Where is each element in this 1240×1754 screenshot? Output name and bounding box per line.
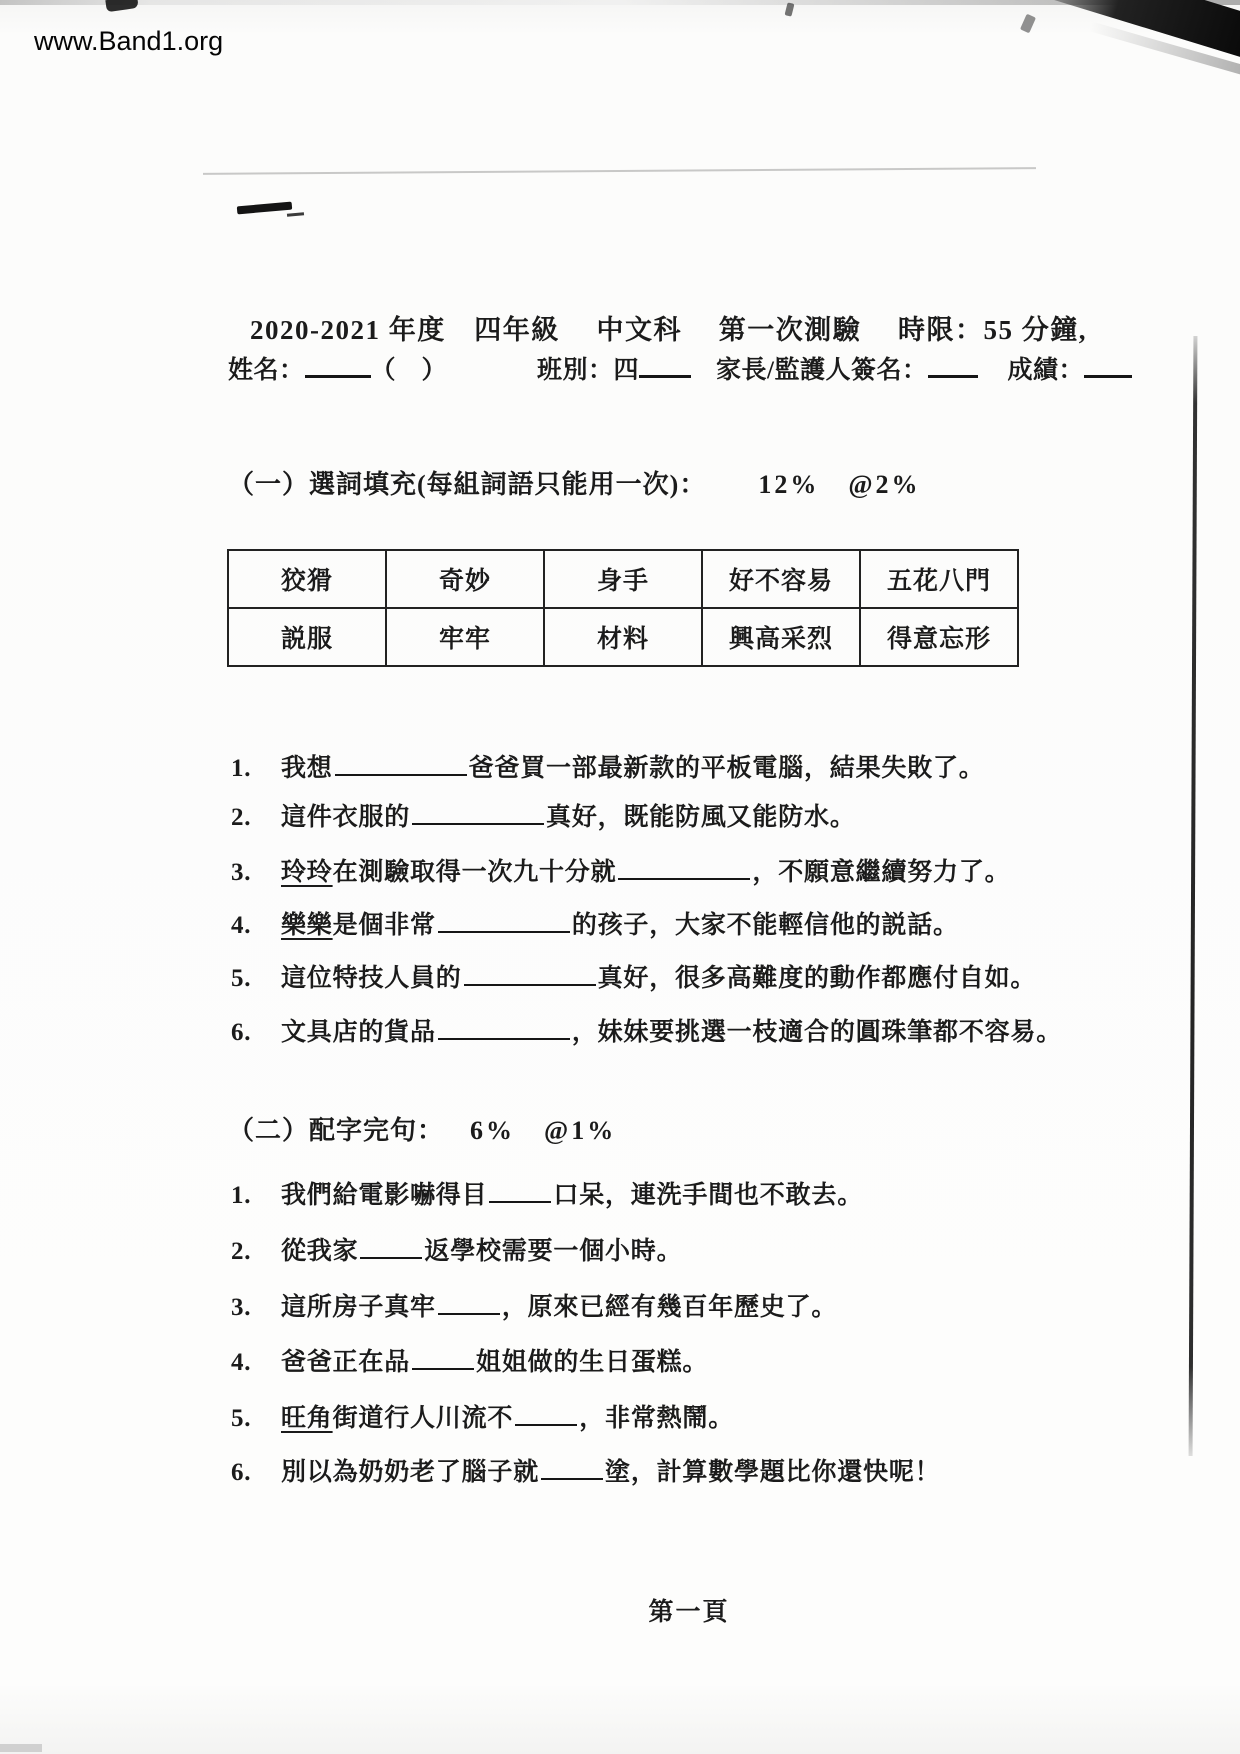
question-number: 3. [231, 1294, 252, 1321]
score-blank [1084, 354, 1132, 378]
question-number: 1. [231, 1182, 252, 1209]
answer-blank [412, 1348, 474, 1371]
s2-question-6 [231, 1452, 940, 1488]
question-number: 6. [231, 1459, 252, 1486]
s2-question-5 [231, 1398, 734, 1434]
word-bank-cell: 興高采烈 [702, 608, 860, 666]
watermark: www.Band1.org [34, 26, 224, 56]
question-text-pre: 是個非常 [332, 912, 436, 939]
word-bank-cell: 説服 [228, 608, 386, 666]
paper-title: 2020-2021 年度 四年級 中文科 第一次測驗 時限：55 分鐘, [250, 315, 1087, 345]
word-bank-table [227, 549, 1019, 667]
question-text-pre: 從我家 [281, 1238, 359, 1265]
word-bank-row [228, 550, 1018, 608]
question-number: 4. [231, 912, 252, 939]
answer-blank [541, 1458, 603, 1481]
scan-artifact-top-edge [0, 0, 1240, 5]
scan-artifact-fold-line [203, 167, 1036, 175]
answer-blank [438, 1018, 570, 1041]
class-label: 班別：四 [537, 357, 640, 384]
question-number: 2. [231, 804, 252, 831]
underlined-name: 樂樂 [281, 912, 333, 939]
question-text-pre: 我們給電影嚇得目 [281, 1182, 488, 1209]
page-number-footer: 第一頁 [648, 1599, 730, 1626]
guardian-signature-label: 家長/監護人簽名： [716, 357, 928, 384]
section1-heading [228, 464, 921, 501]
question-number: 5. [231, 1405, 252, 1432]
question-number: 5. [231, 965, 252, 992]
answer-blank [335, 754, 467, 777]
s1-question-3 [231, 852, 1010, 888]
word-bank-cell: 材料 [544, 608, 702, 666]
question-text-post: 姐姐做的生日蛋糕。 [476, 1349, 709, 1376]
scan-artifact-right-edge-line [1189, 336, 1198, 1456]
scan-artifact-mark [785, 2, 795, 16]
answer-blank [618, 858, 750, 881]
answer-blank [489, 1181, 551, 1204]
scan-artifact-dash [287, 212, 304, 216]
question-text-pre: 爸爸正在品 [281, 1349, 411, 1376]
question-text-post: ，非常熱鬧。 [579, 1405, 735, 1432]
question-text-post: ，原來已經有幾百年歷史了。 [501, 1294, 838, 1321]
question-number: 2. [231, 1238, 252, 1265]
question-text-pre: 這所房子真牢 [281, 1294, 436, 1321]
question-text-pre: 在測驗取得一次九十分就 [332, 859, 617, 886]
section1-heading-text: （一）選詞填充(每組詞語只能用一次)： [228, 470, 707, 499]
question-number: 3. [231, 859, 252, 886]
question-text-pre: 街道行人川流不 [332, 1405, 514, 1432]
question-number: 1. [231, 755, 252, 782]
answer-blank [438, 1293, 500, 1316]
class-number-paren: （ ） [370, 357, 448, 384]
s1-question-2 [231, 797, 856, 833]
underlined-name: 旺角 [281, 1405, 333, 1432]
s2-question-1 [231, 1175, 863, 1211]
s2-question-2 [231, 1231, 682, 1267]
scan-artifact-dash [237, 202, 292, 215]
scan-artifact-mark [0, 1744, 42, 1752]
name-blank [305, 354, 371, 378]
s1-question-5 [231, 958, 1036, 994]
answer-blank [412, 803, 544, 826]
answer-blank [360, 1237, 422, 1260]
question-text-post: 真好，很多高難度的動作都應付自如。 [597, 965, 1037, 992]
name-label: 姓名： [228, 357, 305, 384]
question-text-post: 塗，計算數學題比你還快呢！ [605, 1459, 941, 1486]
question-number: 6. [231, 1019, 252, 1046]
guardian-signature-blank [928, 354, 978, 378]
question-text-post: 爸爸買一部最新款的平板電腦，結果失敗了。 [468, 755, 985, 782]
question-text-post: ，妹妹要挑選一枝適合的圓珠筆都不容易。 [571, 1019, 1063, 1046]
answer-blank [515, 1404, 577, 1427]
student-info-line [228, 350, 1132, 386]
question-text-post: 的孩子，大家不能輕信他的説話。 [571, 912, 959, 939]
s2-question-4 [231, 1342, 708, 1378]
section2-heading-text: （二）配字完句： [228, 1116, 445, 1145]
word-bank-cell: 得意忘形 [860, 608, 1018, 666]
section2-heading [228, 1110, 616, 1147]
word-bank-cell: 身手 [544, 550, 702, 608]
word-bank-cell: 牢牢 [386, 608, 544, 666]
word-bank-cell: 狡猾 [228, 550, 386, 608]
question-text-pre: 別以為奶奶老了腦子就 [281, 1459, 540, 1486]
question-text-pre: 這位特技人員的 [281, 965, 462, 992]
word-bank-cell: 五花八門 [860, 550, 1018, 608]
scan-artifact-blob [105, 0, 138, 12]
answer-blank [438, 911, 570, 934]
answer-blank [464, 964, 596, 987]
underlined-name: 玲玲 [281, 859, 333, 886]
question-text-post: ，不願意繼續努力了。 [752, 859, 1011, 886]
question-text-post: 真好，既能防風又能防水。 [546, 804, 856, 831]
class-blank [639, 354, 691, 378]
word-bank-cell: 好不容易 [702, 550, 860, 608]
s1-question-6 [231, 1012, 1062, 1048]
section2-marks: 6% @1% [470, 1116, 617, 1145]
question-text-post: 口呆，連洗手間也不敢去。 [553, 1182, 864, 1209]
s1-question-4 [231, 905, 959, 941]
score-label: 成績： [1007, 357, 1085, 384]
word-bank-row [228, 608, 1018, 666]
s1-question-1 [231, 748, 985, 784]
question-text-pre: 這件衣服的 [281, 804, 411, 831]
section1-marks: 12% @2% [758, 470, 921, 499]
question-text-pre: 我想 [281, 755, 333, 782]
question-text-post: 返學校需要一個小時。 [424, 1238, 683, 1265]
question-number: 4. [231, 1349, 252, 1376]
word-bank-cell: 奇妙 [386, 550, 544, 608]
s2-question-3 [231, 1287, 837, 1323]
question-text-pre: 文具店的貨品 [281, 1019, 436, 1046]
scan-artifact-mark [1020, 14, 1036, 34]
